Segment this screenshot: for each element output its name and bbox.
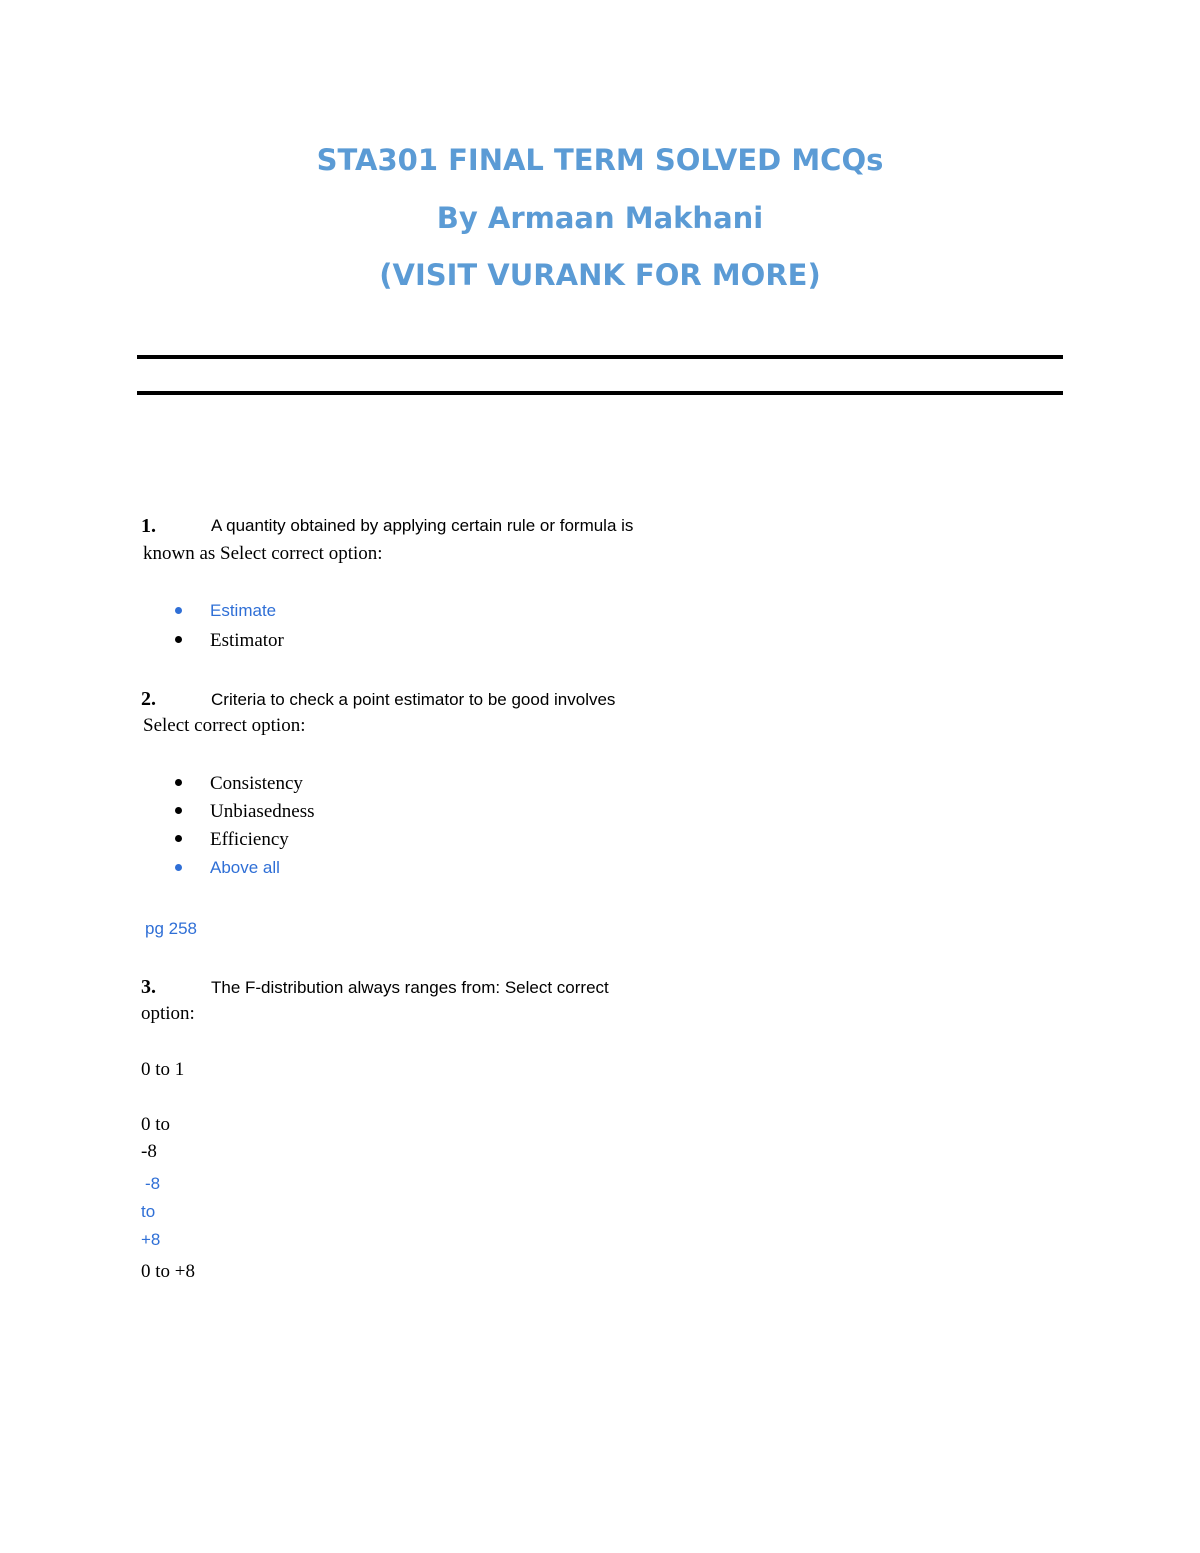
option: Estimator	[210, 630, 284, 651]
option: 0 to +8	[141, 1261, 195, 1282]
option: 0 to	[141, 1114, 171, 1135]
bullet-icon	[175, 779, 182, 786]
option: Efficiency	[210, 829, 289, 850]
document-title: STA301 FINAL TERM SOLVED MCQs	[316, 143, 884, 177]
question-number: 2.	[141, 688, 156, 710]
question-text: Criteria to check a point estimator to be good involves	[211, 690, 616, 709]
question-text: known as Select correct option:	[143, 543, 383, 564]
option-correct: Estimate	[210, 601, 277, 620]
option-correct: +8	[141, 1230, 161, 1249]
bullet-icon	[175, 835, 182, 842]
option: Consistency	[210, 773, 303, 794]
option: Unbiasedness	[210, 801, 315, 822]
option-correct: to	[141, 1202, 156, 1221]
question-text: Select correct option:	[143, 715, 306, 736]
document-note: (VISIT VURANK FOR MORE)	[379, 258, 821, 292]
bullet-icon	[175, 607, 182, 614]
option-correct: Above all	[210, 858, 280, 877]
bullet-icon	[175, 636, 182, 643]
document-author: By Armaan Makhani	[436, 201, 764, 235]
bullet-icon	[175, 807, 182, 814]
question-number: 1.	[141, 515, 156, 537]
option: -8	[141, 1141, 157, 1162]
question-text: The F-distribution always ranges from: Select correct	[211, 978, 609, 997]
option: 0 to 1	[141, 1059, 185, 1080]
horizontal-divider	[137, 355, 1063, 359]
option-correct: -8	[145, 1174, 161, 1193]
horizontal-divider	[137, 391, 1063, 395]
question-text: A quantity obtained by applying certain rule or formula is	[211, 516, 634, 535]
question-number: 3.	[141, 976, 156, 998]
bullet-icon	[175, 864, 182, 871]
page-reference: pg 258	[145, 919, 197, 938]
question-text: option:	[141, 1003, 195, 1024]
